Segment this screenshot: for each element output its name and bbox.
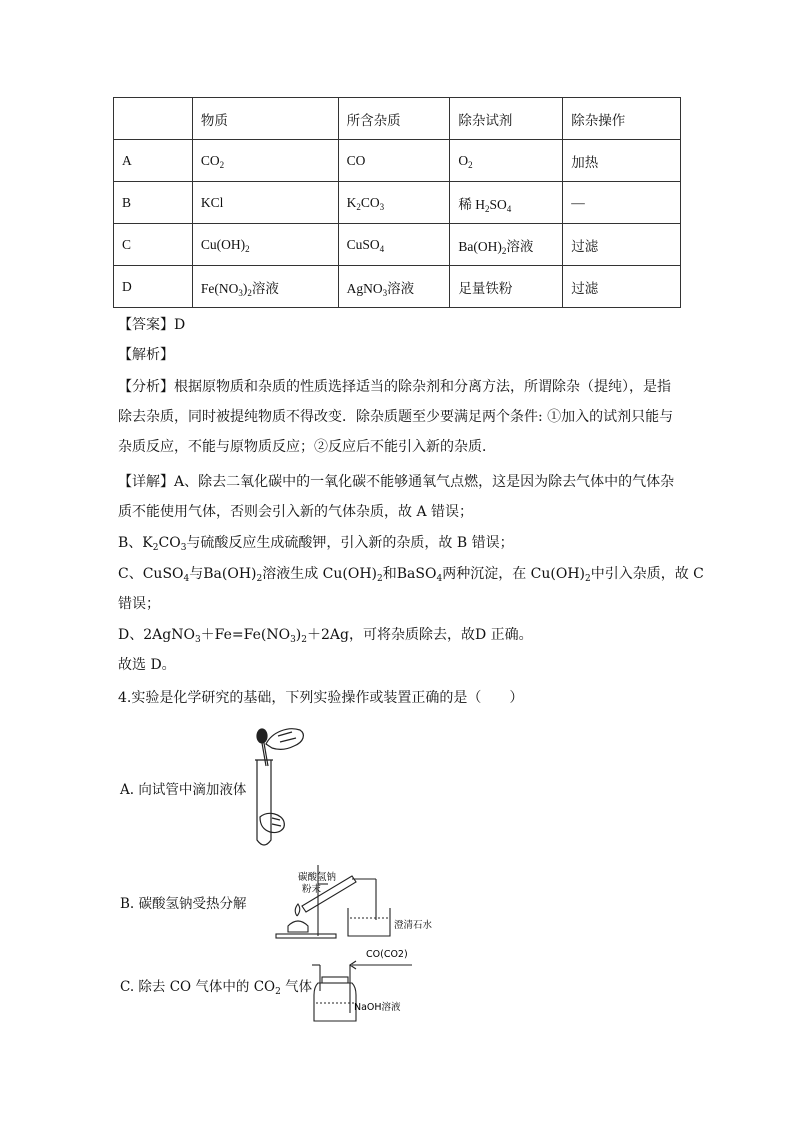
naoh-label: NaOH溶液	[354, 1002, 401, 1013]
question-4-stem: 4.实验是化学研究的基础，下列实验操作或装置正确的是（ ）	[118, 690, 524, 706]
impurity-cell: CO	[338, 140, 450, 182]
reagent-cell: $Ba(OH)_2$溶液	[450, 224, 563, 266]
heating-decomposition-figure	[266, 860, 433, 942]
table-header-row	[114, 98, 681, 140]
fenxi-tag: 【分析】	[118, 379, 174, 395]
row-label: D	[114, 266, 193, 308]
table-header-cell: 除杂操作	[563, 98, 681, 140]
row-label: B	[114, 182, 193, 224]
table-row	[114, 182, 681, 224]
row-label: C	[114, 224, 193, 266]
xiangjie-paragraph-line2: 质不能使用气体，否则会引入新的气体杂质，故 A 错误；	[118, 504, 474, 520]
xiangjie-paragraph-line1	[118, 472, 674, 492]
reagent-cell: 足量铁粉	[450, 266, 563, 308]
reagent-cell: $O_2$	[450, 140, 563, 182]
table-header-cell: 所含杂质	[338, 98, 450, 140]
operation-cell: —	[563, 182, 681, 224]
operation-cell: 过滤	[563, 266, 681, 308]
fenxi-paragraph-line1	[118, 377, 671, 397]
answer-line: 【答案】D	[118, 317, 186, 333]
operation-cell: 加热	[563, 140, 681, 182]
xiangjie-text: A、除去二氧化碳中的一氧化碳不能够通氧气点燃，这是因为除去气体中的气体杂	[174, 474, 675, 490]
reagent-cell: 稀 $H_2SO_4$	[450, 182, 563, 224]
xiangjie-tag: 【详解】	[118, 474, 174, 490]
fenxi-paragraph-line3: 杂质反应，不能与原物质反应；②反应后不能引入新的杂质．	[118, 439, 496, 455]
option-c-analysis-line2: 错误；	[118, 596, 160, 612]
table-row	[114, 266, 681, 308]
sodium-bicarbonate-label: 碳酸氢钠	[298, 872, 337, 883]
fenxi-paragraph-line2: 除去杂质，同时被提纯物质不得改变．除杂质题至少要满足两个条件: ①加入的试剂只能与	[118, 409, 674, 425]
impurity-cell: AgNO$_3$溶液	[338, 266, 450, 308]
limewater-label: 澄清石水	[394, 920, 433, 931]
impurity-cell: $K_2CO_3$	[338, 182, 450, 224]
substance-cell: $CO_2$	[192, 140, 338, 182]
table-header-cell: 物质	[192, 98, 338, 140]
impurity-table	[113, 97, 681, 308]
co-co2-label: CO(CO2)	[366, 949, 408, 960]
option-a[interactable]: A. 向试管中滴加液体	[120, 782, 247, 798]
gas-washing-bottle-figure	[300, 943, 420, 1023]
analysis-heading: 【解析】	[118, 347, 174, 363]
option-d-analysis: D、$2AgNO_3+Fe=Fe(NO_3)_2+2Ag$，可将杂质除去，故D 正确。	[118, 627, 533, 645]
table-row	[114, 224, 681, 266]
conclusion: 故选 D。	[118, 657, 176, 673]
substance-cell: $Fe(NO_3)_2$溶液	[192, 266, 338, 308]
dropper-test-tube-figure	[238, 722, 313, 852]
powder-label: 粉末	[302, 884, 322, 895]
option-c[interactable]: C. 除去 CO 气体中的 $CO_2$ 气体	[120, 979, 313, 997]
option-b-analysis: B、$K_2CO_3$与硫酸反应生成硫酸钾，引入新的杂质，故 B 错误；	[118, 535, 514, 553]
table-header-cell	[114, 98, 193, 140]
row-label: A	[114, 140, 193, 182]
option-c-analysis-line1: C、CuSO$_4$与$Ba(OH)_2$溶液生成 $Cu(OH)_2$和BaSO$_4$两种沉淀，在 $Cu(OH)_2$中引入杂质，故 C	[118, 566, 704, 584]
table-row	[114, 140, 681, 182]
substance-cell: $Cu(OH)_2$	[192, 224, 338, 266]
substance-cell: KCl	[192, 182, 338, 224]
table-header-cell: 除杂试剂	[450, 98, 563, 140]
option-b[interactable]: B. 碳酸氢钠受热分解	[120, 896, 247, 912]
operation-cell: 过滤	[563, 224, 681, 266]
fenxi-text: 根据原物质和杂质的性质选择适当的除杂剂和分离方法，所谓除杂（提纯），是指	[174, 379, 671, 395]
impurity-cell: CuSO$_4$	[338, 224, 450, 266]
